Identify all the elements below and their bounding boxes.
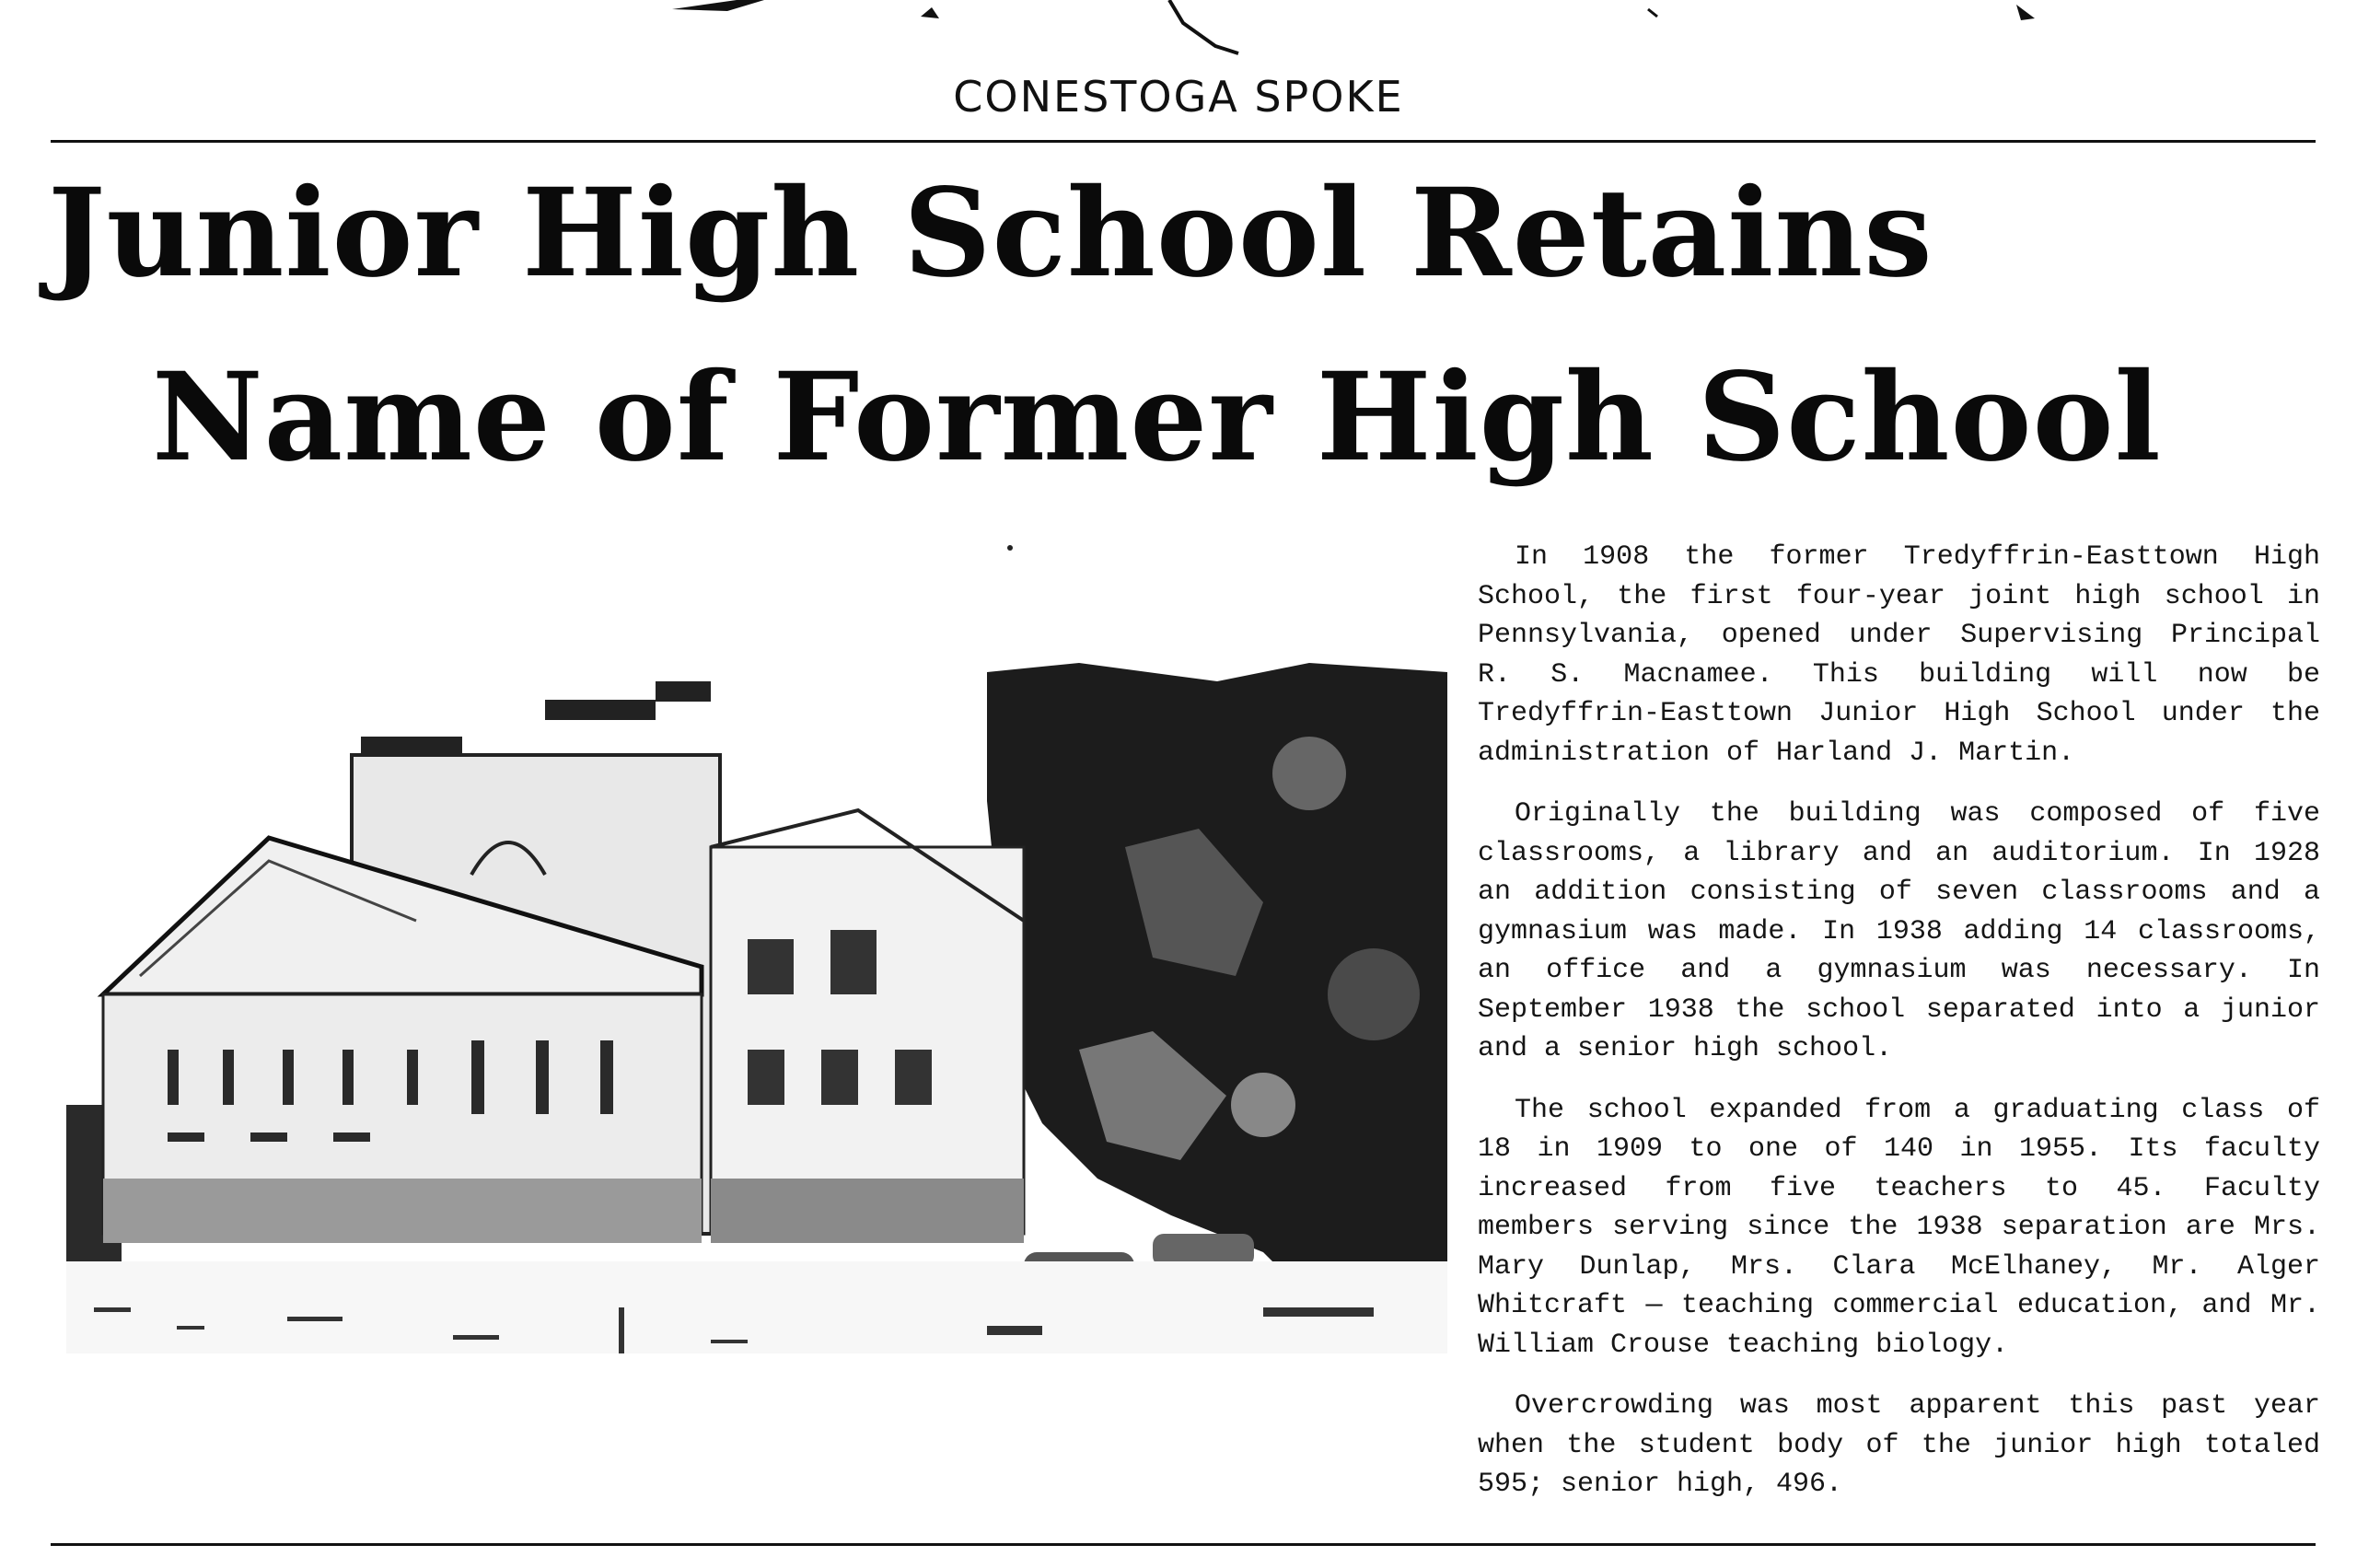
article-paragraph-3: The school expanded from a graduating class of 18 in 1909 to one of 140 in 1955. Its faculty increased from five teachers to 45. Faculty members serving since the 1938 separation are Mrs. Mary Dunlap, Mrs. Clara McElhaney, Mr. Alger Whitcraft — teaching commercial education, and Mr. William Crouse teaching biology. [1478, 1094, 2320, 1361]
article-paragraph-4: Overcrowding was most apparent this past year when the student body of the junior high totaled 595; senior high, 496. [1478, 1390, 2320, 1500]
top-rule [51, 140, 2316, 143]
article-body [1478, 538, 2320, 1527]
top-edge-marks [0, 0, 2357, 55]
headline-line-2: Name of Former High School [152, 346, 2162, 489]
headline-line-1: Junior High School Retains [48, 162, 1933, 305]
masthead: CONESTOGA SPOKE [953, 72, 1404, 122]
school-building-photo [66, 663, 1447, 1353]
article-paragraph-1: In 1908 the former Tredyffrin-Easttown High School, the first four-year joint high school in Pennsylvania, opened under Supervising Principal R. S. Macnamee. This building will now be Tredyffrin-Easttown Junior High School under the administration of Harland J. Martin. [1478, 541, 2320, 769]
bottom-rule [51, 1543, 2316, 1546]
print-speck [1007, 545, 1013, 551]
article-paragraph-2: Originally the building was composed of five classrooms, a library and an auditorium. In 1928 an addition consisting of seven classrooms and a gymnasium was made. In 1938 adding 14 classrooms, an office and a gymnasium was necessary. In September 1938 the school separated into a junior and a senior high school. [1478, 798, 2320, 1064]
